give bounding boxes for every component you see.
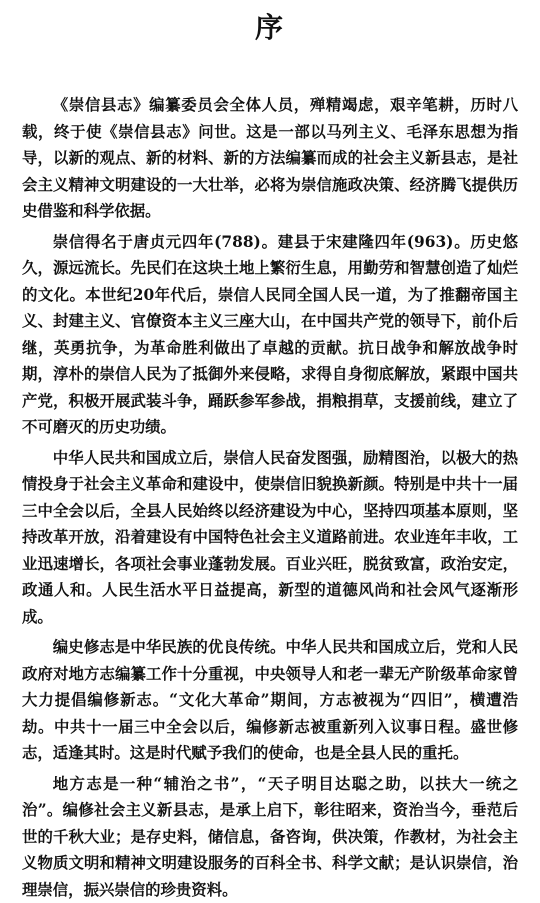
paragraph-5: 地方志是一种“辅治之书”，“天子明目达聪之助，以扶大一统之治”。编修社会主义新县志，是承上启下，彰往昭来，资治当今，垂范后世的千秋大业；是存史料，储信息，备咨询，供决策，作教材，为社会主义物质文明和精神文明建设服务的百科全书、科学文献；是认识崇信，治理崇信，振兴崇信的珍贵资料。 — [22, 771, 518, 903]
paragraph-4: 编史修志是中华民族的优良传统。中华人民共和国成立后，党和人民政府对地方志编纂工作十分重视，中央领导人和老一辈无产阶级革命家曾大力提倡编修新志。“文化大革命”期间，方志被视为“四旧”，横遭浩劫。中共十一届三中全会以后，编修新志被重新列入议事日程。盛世修志，适逢其时。这是时代赋予我们的使命，也是全县人民的重托。 — [22, 634, 518, 767]
paragraph-1: 《崇信县志》编纂委员会全体人员，殚精竭虑，艰辛笔耕，历时八载，终于使《崇信县志》问世。这是一部以马列主义、毛泽东思想为指导，以新的观点、新的材料、新的方法编纂而成的社会主义新县志，是社会主义精神文明建设的一大壮举，必将为崇信施政决策、经济腾飞提供历史借鉴和科学依据。 — [22, 92, 518, 225]
paragraph-2: 崇信得名于唐贞元四年(788)。建县于宋建隆四年(963)。历史悠久，源远流长。先民们在这块土地上繁衍生息，用勤劳和智慧创造了灿烂的文化。本世纪20年代后，崇信人民同全国人民一道，为了推翻帝国主义、封建主义、官僚资本主义三座大山，在中国共产党的领导下，前仆后继，英勇抗争，为革命胜利做出了卓越的贡献。抗日战争和解放战争时期，淳朴的崇信人民为了抵御外来侵略，求得自身彻底解放，紧跟中国共产党，积极开展武装斗争，踊跃参军参战，捐粮捐草，支援前线，建立了不可磨灭的历史功绩。 — [22, 229, 518, 441]
page-title: 序 — [22, 0, 518, 86]
paragraph-3: 中华人民共和国成立后，崇信人民奋发图强，励精图治，以极大的热情投身于社会主义革命和建设中，使崇信旧貌换新颜。特别是中共十一届三中全会以后，全县人民始终以经济建设为中心，坚持四项基本原则，坚持改革开放，沿着建设有中国特色社会主义道路前进。农业连年丰收，工业迅速增长，各项社会事业蓬勃发展。百业兴旺，脱贫致富，政治安定，政通人和。人民生活水平日益提高，新型的道德风尚和社会风气逐渐形成。 — [22, 445, 518, 631]
